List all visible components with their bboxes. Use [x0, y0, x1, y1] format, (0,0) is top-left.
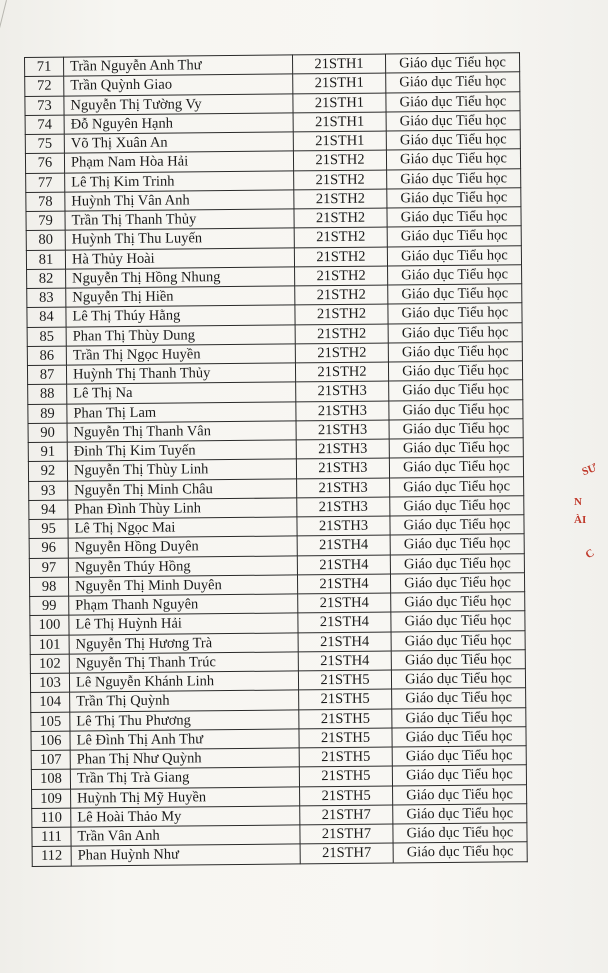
row-number-cell: 109	[32, 789, 71, 809]
class-code-cell: 21STH5	[300, 785, 393, 805]
major-cell: Giáo dục Tiểu học	[389, 457, 523, 478]
class-code-cell: 21STH5	[299, 766, 392, 786]
major-cell: Giáo dục Tiểu học	[392, 707, 526, 728]
major-cell: Giáo dục Tiểu học	[390, 553, 524, 574]
row-number-cell: 111	[32, 827, 71, 847]
row-number-cell: 101	[30, 635, 69, 655]
row-number-cell: 81	[26, 250, 65, 270]
row-number-cell: 93	[29, 481, 68, 501]
major-cell: Giáo dục Tiểu học	[390, 476, 524, 497]
red-stamp-fragment	[572, 462, 608, 582]
student-name-cell: Trần Vân Anh	[71, 825, 300, 846]
row-number-cell: 74	[25, 115, 64, 135]
major-cell: Giáo dục Tiểu học	[393, 823, 527, 844]
class-code-cell: 21STH5	[299, 689, 392, 709]
row-number-cell: 85	[27, 327, 66, 347]
row-number-cell: 112	[32, 846, 71, 866]
stamp-text-3: ÀI	[574, 514, 587, 526]
student-name-cell: Huỳnh Thị Thanh Thủy	[66, 363, 295, 384]
major-cell: Giáo dục Tiểu học	[387, 245, 521, 266]
student-name-cell: Trần Thị Trà Giang	[70, 767, 299, 788]
student-name-cell: Võ Thị Xuân An	[64, 132, 293, 153]
class-code-cell: 21STH4	[297, 535, 390, 555]
row-number-cell: 99	[30, 596, 69, 616]
major-cell: Giáo dục Tiểu học	[393, 803, 527, 824]
major-cell: Giáo dục Tiểu học	[390, 515, 524, 536]
major-cell: Giáo dục Tiểu học	[388, 284, 522, 305]
class-code-cell: 21STH3	[297, 516, 390, 536]
major-cell: Giáo dục Tiểu học	[388, 341, 522, 362]
row-number-cell: 77	[26, 173, 65, 193]
major-cell: Giáo dục Tiểu học	[387, 187, 521, 208]
class-code-cell: 21STH3	[296, 401, 389, 421]
major-cell: Giáo dục Tiểu học	[393, 842, 527, 863]
major-cell: Giáo dục Tiểu học	[386, 130, 520, 151]
row-number-cell: 106	[31, 731, 70, 751]
class-code-cell: 21STH7	[300, 824, 393, 844]
major-cell: Giáo dục Tiểu học	[389, 399, 523, 420]
row-number-cell: 88	[28, 384, 67, 404]
student-name-cell: Đinh Thị Kim Tuyến	[67, 440, 296, 461]
student-name-cell: Nguyễn Thị Hiền	[66, 286, 295, 307]
stamp-text-2: N	[574, 496, 582, 508]
class-code-cell: 21STH5	[299, 728, 392, 748]
class-code-cell: 21STH3	[296, 458, 389, 478]
row-number-cell: 110	[32, 808, 71, 828]
row-number-cell: 103	[30, 673, 69, 693]
student-name-cell: Phan Thị Thùy Dung	[66, 324, 295, 345]
class-code-cell: 21STH7	[300, 843, 393, 863]
student-name-cell: Phan Huỳnh Như	[71, 844, 300, 865]
row-number-cell: 94	[29, 500, 68, 520]
class-code-cell: 21STH2	[295, 362, 388, 382]
row-number-cell: 76	[25, 153, 64, 173]
class-code-cell: 21STH4	[298, 651, 391, 671]
class-code-cell: 21STH3	[297, 497, 390, 517]
student-name-cell: Lê Nguyễn Khánh Linh	[69, 671, 298, 692]
row-number-cell: 80	[26, 230, 65, 250]
class-code-cell: 21STH2	[294, 170, 387, 190]
major-cell: Giáo dục Tiểu học	[388, 322, 522, 343]
row-number-cell: 78	[26, 192, 65, 212]
student-name-cell: Nguyễn Thúy Hồng	[68, 555, 297, 576]
row-number-cell: 87	[27, 365, 66, 385]
table-row	[32, 842, 527, 866]
class-code-cell: 21STH5	[299, 708, 392, 728]
student-name-cell: Hà Thủy Hoài	[65, 247, 294, 268]
major-cell: Giáo dục Tiểu học	[386, 110, 520, 131]
class-code-cell: 21STH2	[295, 324, 388, 344]
row-number-cell: 102	[30, 654, 69, 674]
student-name-cell: Trần Nguyễn Anh Thư	[64, 55, 293, 76]
class-code-cell: 21STH1	[293, 93, 386, 113]
major-cell: Giáo dục Tiểu học	[388, 303, 522, 324]
class-code-cell: 21STH2	[294, 189, 387, 209]
major-cell: Giáo dục Tiểu học	[391, 649, 525, 670]
class-code-cell: 21STH4	[298, 593, 391, 613]
row-number-cell: 108	[31, 769, 70, 789]
class-code-cell: 21STH4	[298, 632, 391, 652]
class-code-cell: 21STH7	[300, 805, 393, 825]
student-name-cell: Trần Thị Ngọc Huyền	[66, 344, 295, 365]
class-code-cell: 21STH2	[294, 247, 387, 267]
major-cell: Giáo dục Tiểu học	[385, 53, 519, 74]
student-name-cell: Lê Thị Ngọc Mai	[68, 517, 297, 538]
major-cell: Giáo dục Tiểu học	[389, 380, 523, 401]
major-cell: Giáo dục Tiểu học	[392, 765, 526, 786]
student-name-cell: Lê Thị Kim Trinh	[65, 170, 294, 191]
major-cell: Giáo dục Tiểu học	[393, 784, 527, 805]
class-code-cell: 21STH3	[296, 420, 389, 440]
row-number-cell: 97	[29, 558, 68, 578]
class-code-cell: 21STH1	[292, 54, 385, 74]
class-code-cell: 21STH2	[293, 150, 386, 170]
major-cell: Giáo dục Tiểu học	[390, 572, 524, 593]
class-code-cell: 21STH4	[297, 574, 390, 594]
major-cell: Giáo dục Tiểu học	[391, 611, 525, 632]
student-name-cell: Nguyễn Thị Minh Châu	[68, 478, 297, 499]
class-code-cell: 21STH1	[293, 131, 386, 151]
student-name-cell: Huỳnh Thị Mỹ Huyền	[71, 786, 300, 807]
row-number-cell: 90	[28, 423, 67, 443]
student-name-cell: Lê Thị Thu Phương	[70, 709, 299, 730]
major-cell: Giáo dục Tiểu học	[392, 688, 526, 709]
class-code-cell: 21STH2	[295, 343, 388, 363]
student-name-cell: Nguyễn Thị Thanh Vân	[67, 421, 296, 442]
student-list-table-wrap	[24, 52, 528, 866]
row-number-cell: 100	[30, 615, 69, 635]
class-code-cell: 21STH3	[296, 439, 389, 459]
class-code-cell: 21STH4	[297, 555, 390, 575]
class-code-cell: 21STH3	[296, 381, 389, 401]
student-name-cell: Lê Thị Thúy Hằng	[66, 305, 295, 326]
student-name-cell: Lê Thị Na	[67, 382, 296, 403]
student-name-cell: Đỗ Nguyên Hạnh	[64, 113, 293, 134]
class-code-cell: 21STH1	[293, 73, 386, 93]
major-cell: Giáo dục Tiểu học	[387, 226, 521, 247]
row-number-cell: 84	[27, 307, 66, 327]
row-number-cell: 75	[25, 134, 64, 154]
student-name-cell: Nguyễn Thị Thùy Linh	[67, 459, 296, 480]
major-cell: Giáo dục Tiểu học	[386, 91, 520, 112]
row-number-cell: 79	[26, 211, 65, 231]
major-cell: Giáo dục Tiểu học	[392, 726, 526, 747]
row-number-cell: 91	[28, 442, 67, 462]
class-code-cell: 21STH2	[295, 285, 388, 305]
major-cell: Giáo dục Tiểu học	[389, 438, 523, 459]
student-name-cell: Phan Đình Thùy Linh	[68, 498, 297, 519]
major-cell: Giáo dục Tiểu học	[387, 168, 521, 189]
student-name-cell: Nguyễn Hồng Duyên	[68, 536, 297, 557]
major-cell: Giáo dục Tiểu học	[386, 149, 520, 170]
student-list-body	[25, 53, 528, 866]
class-code-cell: 21STH5	[299, 747, 392, 767]
major-cell: Giáo dục Tiểu học	[391, 592, 525, 613]
row-number-cell: 71	[25, 57, 64, 77]
student-name-cell: Huỳnh Thị Thu Luyến	[65, 228, 294, 249]
major-cell: Giáo dục Tiểu học	[386, 72, 520, 93]
row-number-cell: 95	[29, 519, 68, 539]
row-number-cell: 96	[29, 538, 68, 558]
student-name-cell: Trần Thị Quỳnh	[70, 690, 299, 711]
major-cell: Giáo dục Tiểu học	[389, 418, 523, 439]
major-cell: Giáo dục Tiểu học	[388, 361, 522, 382]
row-number-cell: 89	[28, 404, 67, 424]
student-name-cell: Lê Hoài Thảo My	[71, 806, 300, 827]
student-name-cell: Phạm Nam Hòa Hải	[64, 151, 293, 172]
student-name-cell: Nguyễn Thị Hương Trà	[69, 632, 298, 653]
major-cell: Giáo dục Tiểu học	[391, 669, 525, 690]
major-cell: Giáo dục Tiểu học	[390, 534, 524, 555]
student-name-cell: Nguyễn Thị Thanh Trúc	[69, 652, 298, 673]
row-number-cell: 86	[27, 346, 66, 366]
student-name-cell: Phan Thị Lam	[67, 401, 296, 422]
major-cell: Giáo dục Tiểu học	[387, 207, 521, 228]
major-cell: Giáo dục Tiểu học	[391, 630, 525, 651]
class-code-cell: 21STH1	[293, 112, 386, 132]
major-cell: Giáo dục Tiểu học	[388, 264, 522, 285]
student-name-cell: Phạm Thanh Nguyên	[69, 594, 298, 615]
student-name-cell: Trần Thị Thanh Thủy	[65, 209, 294, 230]
row-number-cell: 73	[25, 96, 64, 116]
student-name-cell: Lê Đình Thị Anh Thư	[70, 729, 299, 750]
class-code-cell: 21STH2	[294, 208, 387, 228]
student-name-cell: Nguyễn Thị Hồng Nhung	[66, 267, 295, 288]
class-code-cell: 21STH3	[297, 478, 390, 498]
row-number-cell: 105	[31, 712, 70, 732]
class-code-cell: 21STH2	[294, 227, 387, 247]
student-name-cell: Phan Thị Như Quỳnh	[70, 748, 299, 769]
row-number-cell: 104	[31, 692, 70, 712]
major-cell: Giáo dục Tiểu học	[390, 495, 524, 516]
page-edge-mark	[0, 0, 7, 39]
student-name-cell: Nguyễn Thị Tường Vy	[64, 93, 293, 114]
student-name-cell: Lê Thị Huỳnh Hải	[69, 613, 298, 634]
row-number-cell: 107	[31, 750, 70, 770]
class-code-cell: 21STH2	[295, 266, 388, 286]
student-list-table	[24, 52, 528, 866]
row-number-cell: 92	[28, 461, 67, 481]
row-number-cell: 83	[27, 288, 66, 308]
student-name-cell: Huỳnh Thị Vân Anh	[65, 190, 294, 211]
student-name-cell: Nguyễn Thị Minh Duyên	[68, 575, 297, 596]
stamp-text-1: SƯ	[580, 461, 599, 479]
row-number-cell: 98	[29, 577, 68, 597]
class-code-cell: 21STH4	[298, 612, 391, 632]
stamp-text-4: C	[583, 546, 597, 562]
major-cell: Giáo dục Tiểu học	[392, 746, 526, 767]
class-code-cell: 21STH2	[295, 304, 388, 324]
class-code-cell: 21STH5	[298, 670, 391, 690]
row-number-cell: 72	[25, 76, 64, 96]
row-number-cell: 82	[27, 269, 66, 289]
student-name-cell: Trần Quỳnh Giao	[64, 74, 293, 95]
